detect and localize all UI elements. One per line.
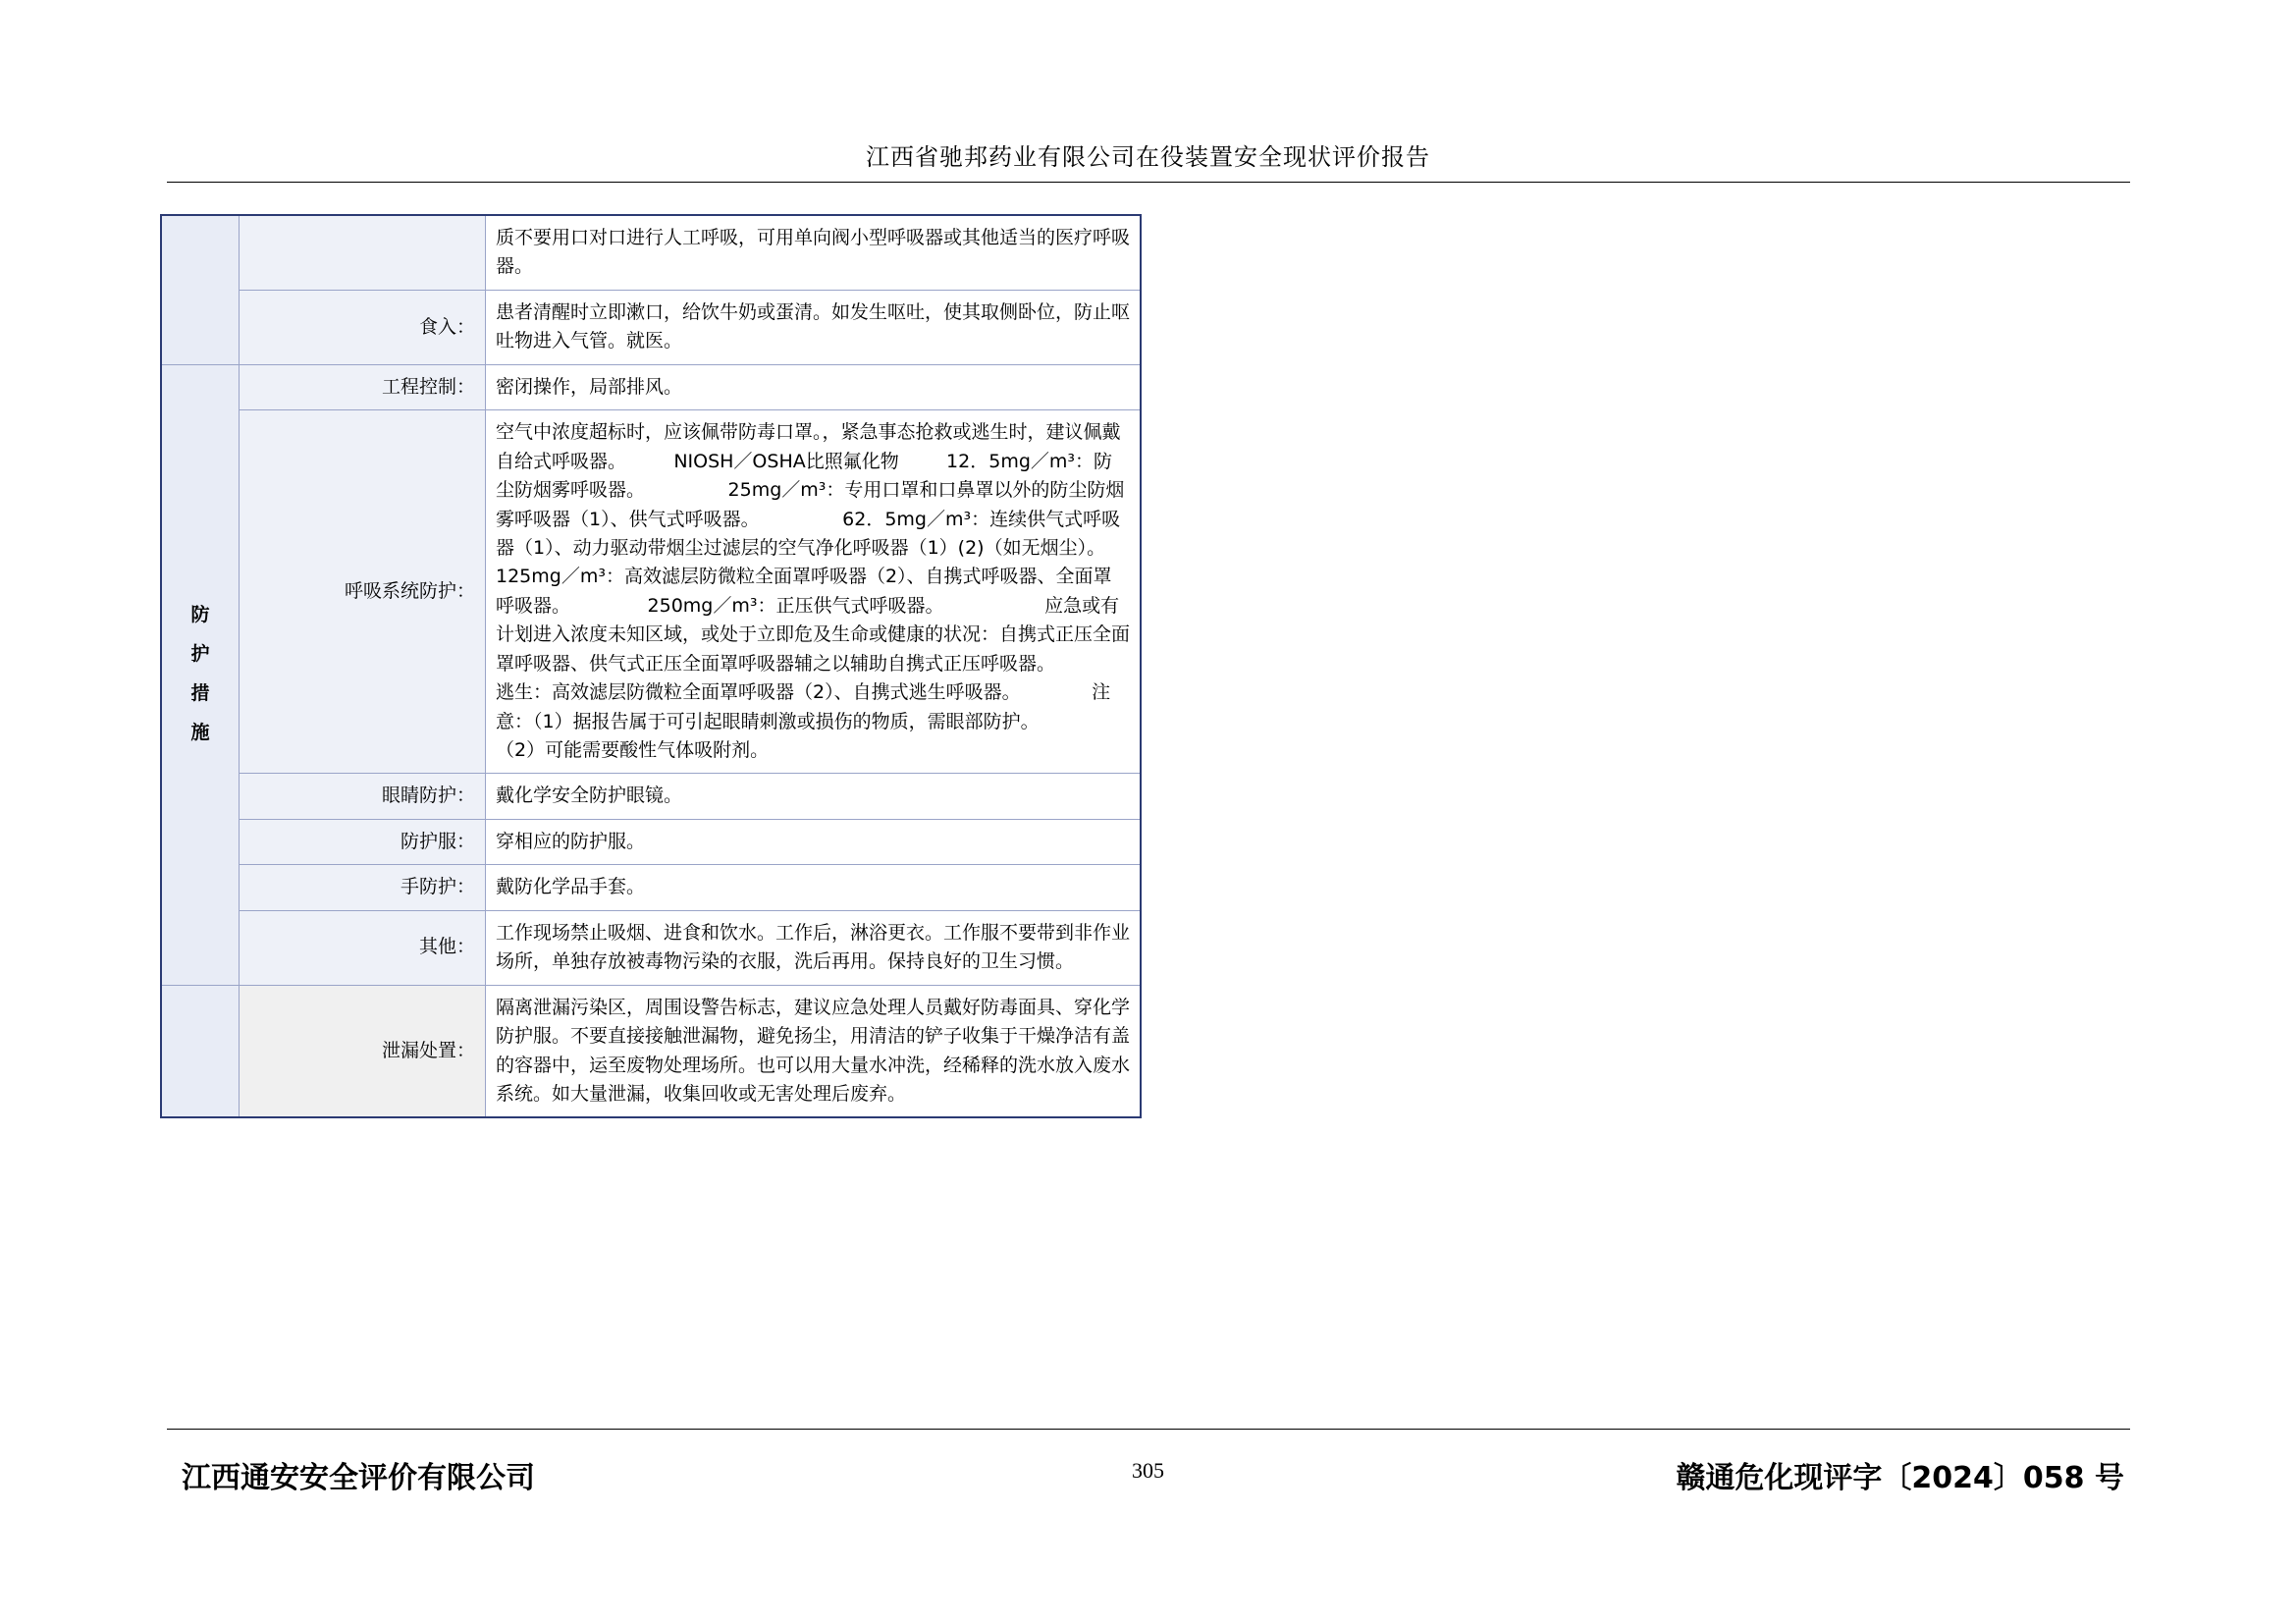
group-label-protection [161,364,240,985]
page-header-title: 江西省驰邦药业有限公司在役装置安全现状评价报告 [866,143,1430,171]
footer-company: 江西通安安全评价有限公司 [182,1461,535,1495]
table-row [161,290,1141,364]
table-row [161,985,1141,1117]
row-content: 工作现场禁止吸烟、进食和饮水。工作后，淋浴更衣。工作服不要带到非作业场所，单独存放被毒物污染的衣服，洗后再用。保持良好的卫生习惯。 [486,910,1142,985]
page-number: 305 [1132,1458,1164,1483]
header-divider [167,182,2130,183]
footer-divider [167,1429,2130,1430]
row-content: 质不要用口对口进行人工呼吸，可用单向阀小型呼吸器或其他适当的医疗呼吸器。 [486,215,1142,290]
row-content: 密闭操作，局部排风。 [486,364,1142,409]
row-content: 穿相应的防护服。 [486,819,1142,864]
table-row [161,215,1141,290]
row-label: 食入： [240,290,486,364]
table-row [161,364,1141,409]
group-label-char-2: 护 [190,643,210,666]
row-label: 眼睛防护： [240,774,486,819]
row-label: 其他： [240,910,486,985]
row-content: 空气中浓度超标时，应该佩带防毒口罩。，紧急事态抢救或逃生时，建议佩戴自给式呼吸器。 NIOSH／OSHA比照氟化物 12．5mg／m³：防尘防烟雾呼吸器。 25mg／m³：专用口罩和口鼻罩以外的防尘防烟雾呼吸器（1）、供气式呼吸器。 62．5mg／m³：连续供气式呼吸器（1）、动力驱动带烟尘过滤层的空气净化呼吸器（1）(2)（如无烟尘）。 125mg／m³：高效滤层防微粒全面罩呼吸器（2）、自携式呼吸器、全面罩呼吸器。 250mg／m³：正压供气式呼吸器。 应急或有计划进入浓度未知区域，或处于立即危及生命或健康的状况：自携式正压全面罩呼吸器、供气式正压全面罩呼吸器辅之以辅助自携式正压呼吸器。 逃生：高效滤层防微粒全面罩呼吸器（2）、自携式逃生呼吸器。 注意：（1）据报告属于可引起眼睛刺激或损伤的物质，需眼部防护。 （2）可能需要酸性气体吸附剂。 [486,410,1142,774]
msds-table-wrapper [160,214,1189,1118]
msds-table [160,214,1189,1118]
row-label: 防护服： [240,819,486,864]
table-row [161,774,1141,819]
group-label-char-1: 防 [190,604,210,626]
row-label: 泄漏处置： [240,985,486,1117]
table-row [161,910,1141,985]
row-label: 手防护： [240,865,486,910]
row-label: 呼吸系统防护： [240,410,486,774]
row-label [240,215,486,290]
row-content: 戴防化学品手套。 [486,865,1142,910]
group-cell-empty-2 [161,985,240,1117]
footer-report-number: 赣通危化现评字〔2024〕058 号 [1676,1461,2124,1495]
group-cell-empty [161,215,240,364]
row-content: 患者清醒时立即漱口，给饮牛奶或蛋清。如发生呕吐，使其取侧卧位，防止呕吐物进入气管。就医。 [486,290,1142,364]
group-label-char-4: 施 [190,722,210,744]
table-row [161,819,1141,864]
table-row [161,865,1141,910]
row-content: 戴化学安全防护眼镜。 [486,774,1142,819]
table-row [161,410,1141,774]
row-content: 隔离泄漏污染区，周围设警告标志，建议应急处理人员戴好防毒面具、穿化学防护服。不要直接接触泄漏物，避免扬尘，用清洁的铲子收集于干燥净洁有盖的容器中，运至废物处理场所。也可以用大量水冲洗，经稀释的洗水放入废水系统。如大量泄漏，收集回收或无害处理后废弃。 [486,985,1142,1117]
group-label-char-3: 措 [190,682,210,705]
row-label: 工程控制： [240,364,486,409]
